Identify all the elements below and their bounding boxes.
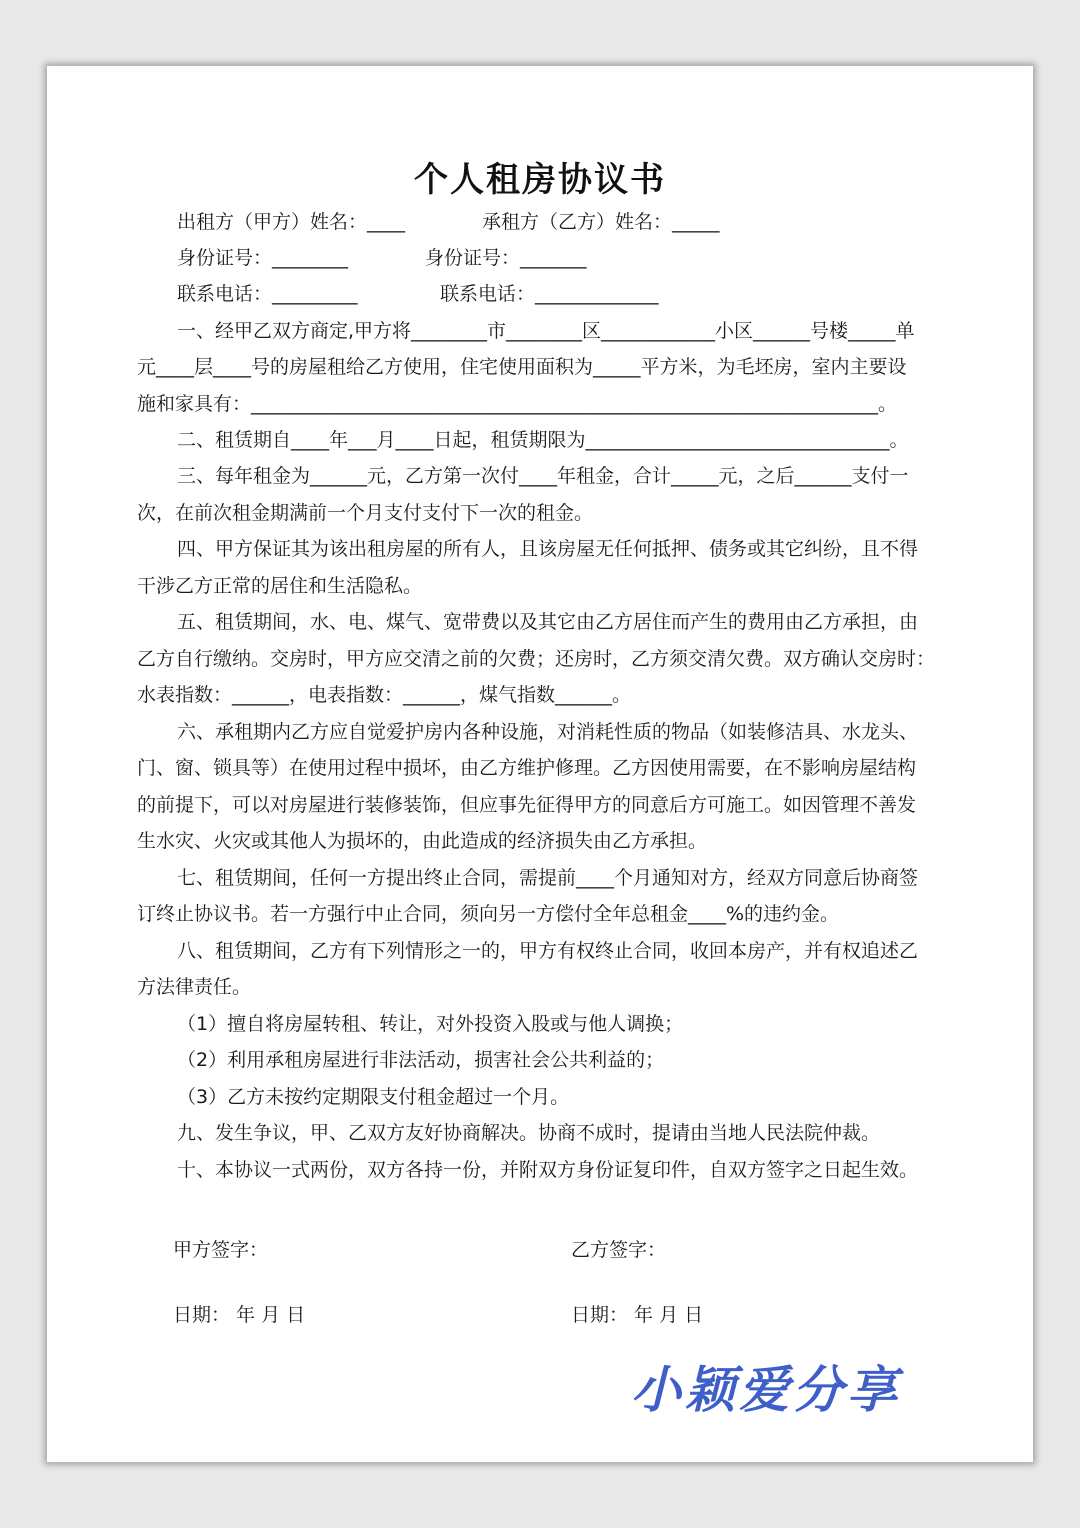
clause-line: 乙方自行缴纳。交房时，甲方应交清之前的欠费；还房时，乙方须交清欠费。双方确认交房时： xyxy=(137,648,936,670)
clause-line: （2）利用承租房屋进行非法活动，损害社会公共利益的； xyxy=(177,1049,665,1071)
party-a-date: 日期： 年 月 日 xyxy=(173,1304,306,1326)
clause-line: 七、租赁期间，任何一方提出终止合同，需提前____个月通知对方，经双方同意后协商签 xyxy=(177,867,919,889)
clause-line: 方法律责任。 xyxy=(137,976,252,998)
clause-line: 四、甲方保证其为该出租房屋的所有人，且该房屋无任何抵押、债务或其它纠纷，且不得 xyxy=(177,538,919,560)
clause-line: 生水灾、火灾或其他人为损坏的，由此造成的经济损失由乙方承担。 xyxy=(137,830,708,852)
clause-line: 干涉乙方正常的居住和生活隐私。 xyxy=(137,575,423,597)
document-title: 个人租房协议书 xyxy=(414,160,666,200)
clause-line: 水表指数：______，电表指数：______，煤气指数______。 xyxy=(137,684,632,706)
lessor-name-field: 出租方（甲方）姓名：____ xyxy=(177,211,406,233)
clause-line: 一、经甲乙双方商定,甲方将________市________区____________小区______号楼_____单 xyxy=(177,320,915,342)
clause-line: 六、承租期内乙方应自觉爱护房内各种设施，对消耗性质的物品（如装修洁具、水龙头、 xyxy=(177,721,919,743)
clause-line: （3）乙方未按约定期限支付租金超过一个月。 xyxy=(177,1086,570,1108)
lessee-phone-field: 联系电话：_____________ xyxy=(440,283,659,305)
lessor-id-field: 身份证号：________ xyxy=(177,247,349,269)
clause-line: 次，在前次租金期满前一个月支付支付下一次的租金。 xyxy=(137,502,594,524)
clause-line: 五、租赁期间，水、电、煤气、宽带费以及其它由乙方居住而产生的费用由乙方承担，由 xyxy=(177,611,919,633)
clause-line: 八、租赁期间，乙方有下列情形之一的，甲方有权终止合同，收回本房产，并有权追述乙 xyxy=(177,940,919,962)
party-b-signature: 乙方签字： xyxy=(571,1239,667,1261)
lessee-name-field: 承租方（乙方）姓名：_____ xyxy=(482,211,720,233)
lessor-phone-field: 联系电话：_________ xyxy=(177,283,358,305)
clause-line: 订终止协议书。若一方强行中止合同，须向另一方偿付全年总租金____%的违约金。 xyxy=(137,903,840,925)
clause-line: 九、发生争议，甲、乙双方友好协商解决。协商不成时，提请由当地人民法院仲裁。 xyxy=(177,1122,881,1144)
clause-line: 十、本协议一式两份，双方各持一份，并附双方身份证复印件，自双方签字之日起生效。 xyxy=(177,1159,919,1181)
party-b-date: 日期： 年 月 日 xyxy=(571,1304,704,1326)
clause-line: 施和家具有：__________________________________________________________________。 xyxy=(137,393,898,415)
clause-line: 门、窗、锁具等）在使用过程中损坏，由乙方维护修理。乙方因使用需要，在不影响房屋结构 xyxy=(137,757,917,779)
clause-line: 元____层____号的房屋租给乙方使用，住宅使用面积为_____平方米，为毛坯房，室内主要设 xyxy=(137,356,907,378)
clause-line: 二、租赁期自____年___月____日起，租赁期限为________________________________。 xyxy=(177,429,909,451)
clause-line: 的前提下，可以对房屋进行装修装饰，但应事先征得甲方的同意后方可施工。如因管理不善发 xyxy=(137,794,917,816)
document-page xyxy=(47,66,1033,1462)
party-a-signature: 甲方签字： xyxy=(173,1239,269,1261)
lessee-id-field: 身份证号：_______ xyxy=(425,247,587,269)
clause-line: （1）擅自将房屋转租、转让，对外投资入股或与他人调换； xyxy=(177,1013,684,1035)
watermark: 小颖爱分享 xyxy=(631,1360,901,1419)
clause-line: 三、每年租金为______元，乙方第一次付____年租金，合计_____元，之后______支付一 xyxy=(177,465,909,487)
